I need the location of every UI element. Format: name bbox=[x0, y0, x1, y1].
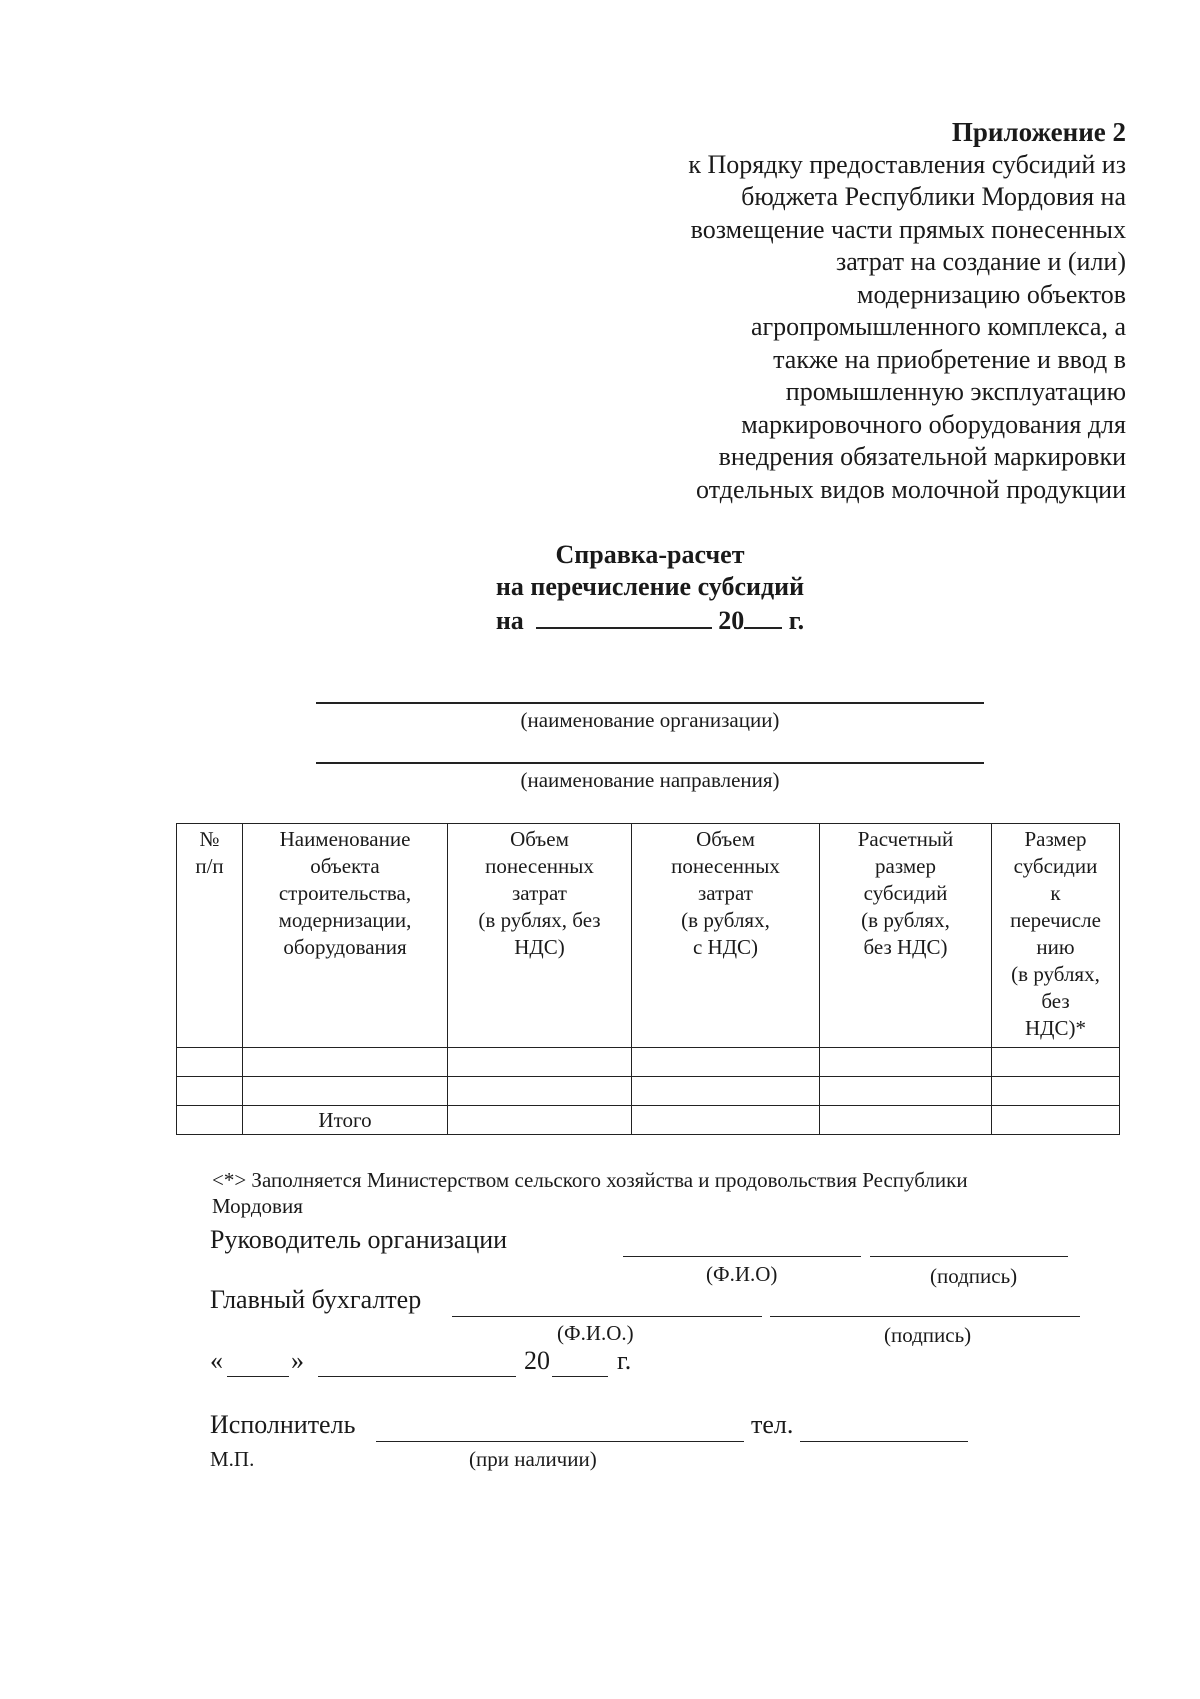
appendix-header bbox=[566, 116, 1126, 506]
table-row bbox=[177, 1048, 1120, 1077]
footnote-line-2: Мордовия bbox=[212, 1194, 303, 1218]
head-fio-caption: (Ф.И.О) bbox=[706, 1262, 778, 1286]
appendix-line: затрат на создание и (или) bbox=[835, 247, 1126, 276]
date-suffix: г. bbox=[617, 1346, 632, 1375]
date-year-line[interactable] bbox=[552, 1376, 608, 1377]
date-quote-open: « bbox=[210, 1346, 223, 1375]
title-line-1: Справка-расчет bbox=[555, 540, 745, 569]
table-cell[interactable] bbox=[632, 1106, 820, 1135]
head-fio-line[interactable] bbox=[623, 1256, 861, 1257]
appendix-line: маркировочного оборудования для bbox=[741, 409, 1126, 439]
head-signature-line[interactable] bbox=[870, 1256, 1068, 1257]
document-title bbox=[300, 539, 1000, 637]
direction-name-line[interactable] bbox=[316, 762, 984, 764]
title-year: 20 bbox=[718, 606, 745, 635]
accountant-label: Главный бухгалтер bbox=[210, 1285, 422, 1314]
title-line-2: на перечисление субсидий bbox=[495, 572, 805, 601]
table-cell[interactable] bbox=[448, 1077, 632, 1106]
table-cell[interactable] bbox=[992, 1077, 1120, 1106]
table-total-row bbox=[177, 1106, 1120, 1135]
accountant-signature-line[interactable] bbox=[770, 1316, 1080, 1317]
table-cell[interactable] bbox=[820, 1106, 992, 1135]
footnote-line-1: <*> Заполняется Министерством сельского хозяйства и продовольствия Республики bbox=[212, 1168, 968, 1192]
table-cell[interactable] bbox=[177, 1106, 243, 1135]
col-header-object-name: Наименование объекта строительства, модернизации, оборудования bbox=[243, 824, 448, 1048]
table-cell[interactable] bbox=[992, 1048, 1120, 1077]
col-header-calculated-subsidy: Расчетный размер субсидий (в рублях, без НДС) bbox=[820, 824, 992, 1048]
year-blank[interactable] bbox=[744, 603, 782, 629]
stamp-label: М.П. bbox=[210, 1447, 255, 1471]
subsidy-table-wrapper bbox=[176, 823, 1120, 1135]
appendix-title: Приложение 2 bbox=[951, 117, 1126, 147]
table-cell[interactable] bbox=[448, 1106, 632, 1135]
table-cell[interactable] bbox=[243, 1048, 448, 1077]
appendix-line: агропромышленного комплекса, а bbox=[750, 312, 1126, 341]
appendix-line: внедрения обязательной маркировки bbox=[718, 442, 1126, 471]
direction-caption: (наименование направления) bbox=[520, 768, 780, 792]
accountant-fio-line[interactable] bbox=[452, 1316, 762, 1317]
table-cell[interactable] bbox=[632, 1048, 820, 1077]
title-suffix: г. bbox=[788, 606, 805, 635]
accountant-signature-caption: (подпись) bbox=[884, 1323, 972, 1347]
total-label: Итого bbox=[243, 1106, 448, 1135]
col-header-costs-without-vat: Объем понесенных затрат (в рублях, без НДС) bbox=[448, 824, 632, 1048]
executor-label: Исполнитель bbox=[210, 1410, 356, 1439]
tel-line[interactable] bbox=[800, 1441, 968, 1442]
organization-caption: (наименование организации) bbox=[520, 708, 780, 732]
head-label: Руководитель организации bbox=[210, 1225, 508, 1254]
appendix-line: бюджета Республики Мордовия на bbox=[741, 182, 1126, 211]
appendix-line: также на приобретение и ввод в bbox=[773, 344, 1126, 374]
table-cell[interactable] bbox=[177, 1048, 243, 1077]
executor-line[interactable] bbox=[376, 1441, 744, 1442]
col-header-costs-with-vat: Объем понесенных затрат (в рублях, с НДС) bbox=[632, 824, 820, 1048]
table-cell[interactable] bbox=[820, 1048, 992, 1077]
table-cell[interactable] bbox=[820, 1077, 992, 1106]
date-blank[interactable] bbox=[536, 603, 712, 629]
col-header-number: № п/п bbox=[177, 824, 243, 1048]
title-line-3 bbox=[300, 603, 1000, 637]
organization-name-line[interactable] bbox=[316, 702, 984, 704]
subsidy-table bbox=[176, 823, 1120, 1135]
table-cell[interactable] bbox=[243, 1077, 448, 1106]
table-header-row bbox=[177, 824, 1120, 1048]
date-quote-close: » bbox=[291, 1346, 304, 1375]
date-year: 20 bbox=[524, 1346, 550, 1375]
tel-label: тел. bbox=[751, 1410, 794, 1439]
date-day-line[interactable] bbox=[227, 1376, 289, 1377]
appendix-line: промышленную эксплуатацию bbox=[785, 377, 1126, 406]
table-cell[interactable] bbox=[177, 1077, 243, 1106]
appendix-line: модернизацию объектов bbox=[856, 279, 1126, 309]
head-signature-caption: (подпись) bbox=[930, 1264, 1018, 1288]
title-prefix: на bbox=[495, 606, 524, 635]
table-row bbox=[177, 1077, 1120, 1106]
table-cell[interactable] bbox=[992, 1106, 1120, 1135]
accountant-fio-caption: (Ф.И.О.) bbox=[557, 1321, 634, 1345]
appendix-line: возмещение части прямых понесенных bbox=[690, 214, 1126, 244]
stamp-note: (при наличии) bbox=[469, 1447, 597, 1471]
col-header-subsidy-to-transfer: Размер субсидии к перечисле нию (в рублях, без НДС)* bbox=[992, 824, 1120, 1048]
appendix-line: к Порядку предоставления субсидий из bbox=[688, 149, 1126, 179]
date-month-line[interactable] bbox=[318, 1376, 516, 1377]
table-cell[interactable] bbox=[448, 1048, 632, 1077]
table-cell[interactable] bbox=[632, 1077, 820, 1106]
appendix-line: отдельных видов молочной продукции bbox=[696, 474, 1126, 504]
